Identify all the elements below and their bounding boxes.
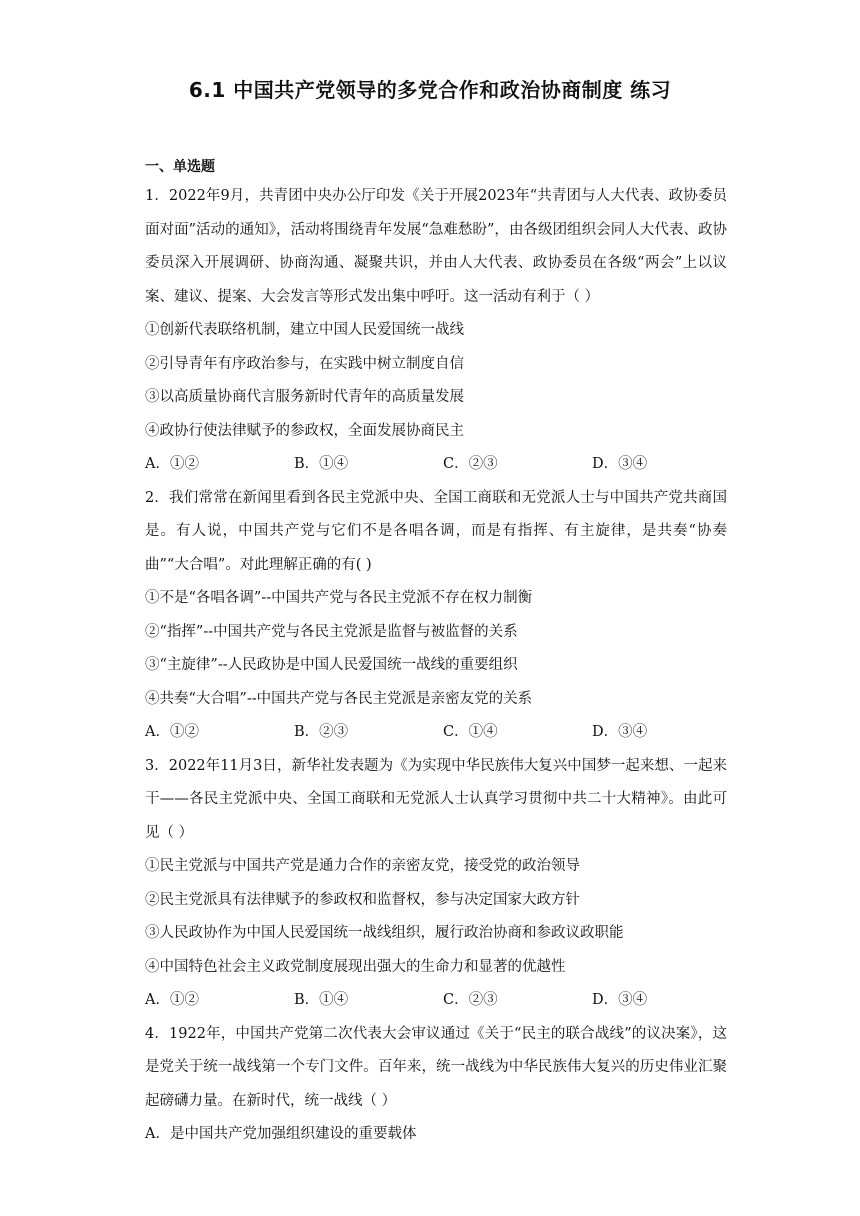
question-1 xyxy=(145,180,727,482)
statement-option: ④共奏“大合唱”--中国共产党与各民主党派是亲密友党的关系 xyxy=(145,690,533,707)
statement-option: ④政协行使法律赋予的参政权，全面发展协商民主 xyxy=(145,422,464,439)
question-stem: 4．1922年，中国共产党第二次代表大会审议通过《关于“民主的联合战线”的议决案》，这是党关于统一战线第一个专门文件。百年来，统一战线为中华民族伟大复兴的历史伟业汇聚起磅礴力量。在新时代，统一战线（ ） xyxy=(145,1025,727,1109)
statement-option: ③以高质量协商代言服务新时代青年的高质量发展 xyxy=(145,389,464,405)
statement-option: ③人民政协作为中国人民爱国统一战线组织，履行政治协商和参政议政职能 xyxy=(145,925,624,941)
question-stem: 3．2022年11月3日，新华社发表题为《为实现中华民族伟大复兴中国梦一起来想、一起来干——各民主党派中央、全国工商联和无党派人士认真学习贯彻中共二十大精神》。由此可见（ ） xyxy=(145,757,727,841)
question-stem: 1．2022年9月，共青团中央办公厅印发《关于开展2023年“共青团与人大代表、政协委员面对面”活动的通知》，活动将围绕青年发展“急难愁盼”，由各级团组织会同人大代表、政协委员深入开展调研、协商沟通、凝聚共识，并由人大代表、政协委员在各级“两会”上以议案、建议、提案、大会发言等形式发出集中呼吁。这一活动有利于（ ） xyxy=(145,188,727,305)
question-4 xyxy=(145,1018,727,1152)
statement-option: ①民主党派与中国共产党是通力合作的亲密友党，接受党的政治领导 xyxy=(145,858,580,874)
answer-choice-d: D．③④ xyxy=(592,724,648,740)
question-2 xyxy=(145,482,727,750)
statement-option: ④中国特色社会主义政党制度展现出强大的生命力和显著的优越性 xyxy=(145,958,566,975)
answer-choice-d: D．③④ xyxy=(592,992,648,1008)
answer-choice-a: A．①② xyxy=(145,724,199,740)
answer-choice-a: A．是中国共产党加强组织建设的重要载体 xyxy=(145,1126,417,1142)
answer-choice-a: A．①② xyxy=(145,456,199,472)
question-3 xyxy=(145,750,727,1018)
document-title: 6.1 中国共产党领导的多党合作和政治协商制度 练习 xyxy=(188,78,672,102)
statement-option: ②引导青年有序政治参与，在实践中树立制度自信 xyxy=(145,355,464,372)
answer-choices xyxy=(145,984,727,1018)
document-content xyxy=(145,156,727,1152)
statement-option: ②“指挥”--中国共产党与各民主党派是监督与被监督的关系 xyxy=(145,623,518,640)
statement-option: ②民主党派具有法律赋予的参政权和监督权，参与决定国家大政方针 xyxy=(145,891,580,908)
answer-choice-c: C．②③ xyxy=(443,992,498,1008)
answer-choice-a: A．①② xyxy=(145,992,199,1008)
statement-option: ③“主旋律”--人民政协是中国人民爱国统一战线的重要组织 xyxy=(145,657,518,673)
statement-option: ①创新代表联络机制，建立中国人民爱国统一战线 xyxy=(145,322,464,338)
answer-choice-d: D．③④ xyxy=(592,456,648,472)
answer-choice-c: C．①④ xyxy=(443,724,498,740)
statement-option: ①不是“各唱各调”--中国共产党与各民主党派不存在权力制衡 xyxy=(145,590,533,606)
section-heading: 一、单选题 xyxy=(145,159,215,175)
answer-choice-b: B．②③ xyxy=(294,724,349,740)
question-stem: 2．我们常常在新闻里看到各民主党派中央、全国工商联和无党派人士与中国共产党共商国是。有人说，中国共产党与它们不是各唱各调，而是有指挥、有主旋律，是共奏“协奏曲”“大合唱”。对此理解正确的有( ) xyxy=(145,489,727,573)
answer-choice-b: B．①④ xyxy=(294,992,349,1008)
answer-choices xyxy=(145,716,727,750)
answer-choice-c: C．②③ xyxy=(443,456,498,472)
answer-choices xyxy=(145,448,727,482)
answer-choice-b: B．①④ xyxy=(294,456,349,472)
